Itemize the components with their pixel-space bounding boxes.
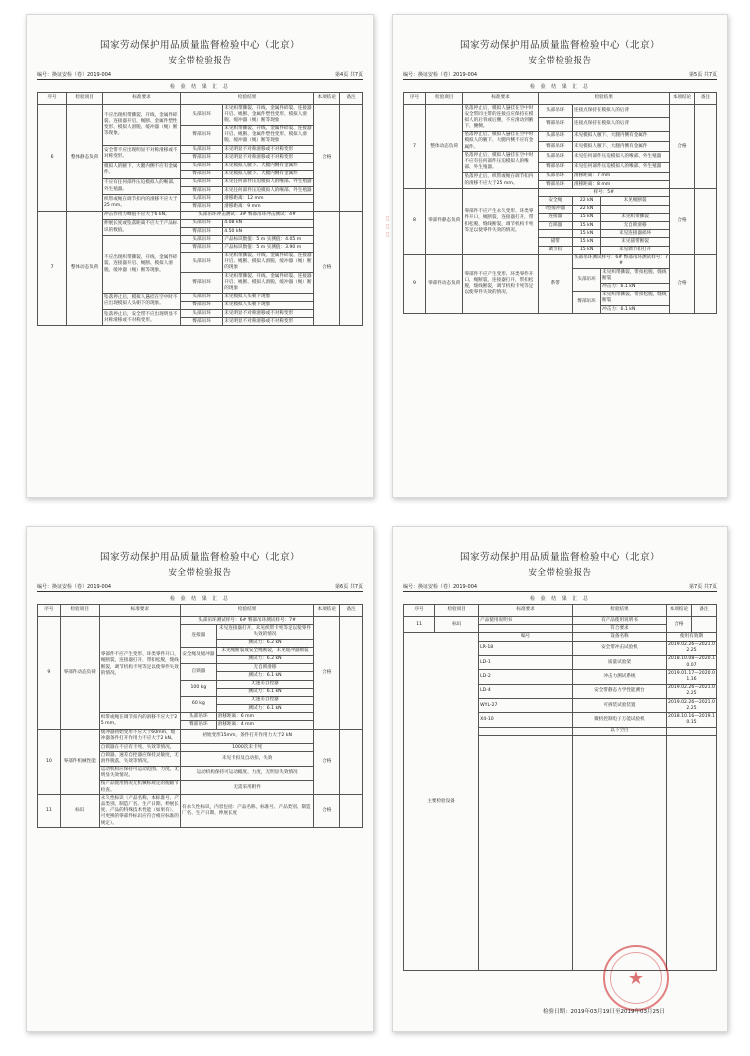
requirement: 产品使用说明书: [479, 617, 573, 625]
sample-position: 臀部吊环: [181, 318, 223, 326]
results-table: [37, 92, 363, 326]
result-detail: 未见任何部件压迫模拟人的喉部、外生殖器: [572, 162, 669, 172]
remark: [691, 617, 716, 633]
col-header: 备注: [340, 605, 363, 617]
requirement: 伸展长度或坠落距离不应大于产品标识的数值。: [103, 219, 181, 235]
result-detail: 滑移距离：7 mm: [572, 172, 669, 180]
page-number: 第4页 共7页: [335, 72, 363, 78]
result-detail: 产品标识数值：5 m 实测值：3.90 m: [223, 244, 314, 252]
test-force: 22 kN: [572, 197, 600, 205]
result-detail: 滑移距离：12 mm: [223, 195, 314, 203]
sample-position: 臀部吊环: [181, 301, 223, 309]
result-detail: 未见织带撕裂、带扣松脱、缝线断裂: [601, 269, 670, 283]
requirement: 坠落停止后，安全带不应出现明显不对称滑移或不对称变形。: [103, 310, 181, 326]
result-detail: 冲击力：6.1 kN: [601, 306, 670, 314]
result-detail: 滑移距离：4 mm: [216, 721, 314, 729]
result-detail: 符合要求: [573, 625, 667, 633]
result-detail: 运动机构保持可运动幅度、力度，无明显失效情况: [181, 766, 314, 780]
result-detail: 头部吊环冲击测试：3# 臀部吊环冲击测试：4#: [181, 211, 314, 219]
table-row: [38, 617, 363, 625]
requirement: 坠落停止后，模拟人悬挂在空中时不应有任何部件压迫模拟人的喉部、外生殖器。: [463, 152, 538, 173]
sample-position: 臀部吊环: [181, 721, 217, 729]
table-row: [404, 189, 717, 197]
result-detail: [601, 205, 670, 213]
col-header: 备注: [691, 605, 716, 617]
equipment-code: LD-4: [479, 684, 573, 698]
table-body: [404, 617, 717, 971]
report-number: 编号：换证安检（卷）2019-004: [37, 584, 112, 590]
result-detail: 4.50 kN: [223, 228, 314, 236]
result-detail: 未见织带撕裂、带扣松脱、缝线断裂: [601, 291, 670, 305]
result-detail: 未见绳断裂或安全绳断裂，未见缓冲器断裂: [216, 647, 314, 655]
table-body: [38, 617, 363, 828]
sample-position: 头部吊环: [538, 172, 572, 180]
meta-line: [403, 71, 717, 78]
result-detail: 未见明显不对称滑移或不对称变形: [223, 154, 314, 162]
component: 安全绳及缓冲器: [181, 647, 217, 663]
divider: [403, 591, 717, 592]
test-item: 整体动态负荷: [425, 105, 463, 189]
test-force: 15 kN: [572, 238, 600, 246]
sample-position: 臀部吊环: [181, 244, 223, 252]
report-title: 安全带检验报告: [528, 568, 592, 578]
result-detail: 无需采用附件: [181, 780, 314, 794]
col-header: 检验结果: [573, 605, 667, 617]
requirement: 坠落停止后，织带或绳在调节扣内的滑移不应大于25 mm。: [463, 172, 538, 188]
result-detail: 无自锁滑移: [601, 222, 670, 230]
result-detail: 未见绳断裂: [601, 197, 670, 205]
col-header: 序号: [38, 93, 67, 105]
requirement: 运动机构应保持可运动范围、力度。无明显失效情况。: [99, 766, 180, 780]
empty-note: 以下空白: [573, 727, 667, 735]
table-header-row: [404, 605, 717, 617]
test-item: 零部件机械性能: [60, 729, 99, 795]
row-number: 6: [38, 105, 67, 212]
test-item: 标识: [435, 617, 479, 633]
conclusion: 合格: [314, 617, 340, 730]
divider: [37, 591, 363, 592]
requirement: 永久性标识（产品名称、本标准号、产品类别、制造厂名、生产日期、伸展长度、产品的特殊技术性能（如果有）、可更换的零部件标识应符合相应标准的规定）。: [99, 795, 180, 828]
remark: [340, 211, 363, 326]
col-header: 检验结果: [181, 93, 314, 105]
table-row: [404, 617, 717, 625]
sample-position: 臀部吊环: [181, 170, 223, 178]
report-page-7: [392, 526, 728, 1032]
divider: [37, 79, 363, 80]
row-number: 9: [404, 254, 426, 314]
sample-position: 头部吊环: [572, 269, 600, 292]
sample-position: 头部吊环: [181, 105, 223, 126]
component: 自锁器: [181, 664, 217, 680]
test-item: 标识: [60, 795, 99, 828]
equip-col-header: 使用有效期: [666, 633, 716, 641]
sample-number: 样号：5#: [538, 189, 669, 197]
row-number: 10: [38, 729, 61, 795]
result-detail: 未见织带撕裂、开线、金属件碎裂、连接器开启、绳断、金属件塑性变形、模拟人滑脱、缓冲器（绳）断等现象: [223, 105, 314, 126]
sample-position: 臀部吊环: [181, 273, 223, 294]
col-header: 本项结论: [670, 93, 695, 105]
remark: [340, 729, 363, 795]
table-cell: [479, 736, 573, 971]
result-detail: 无速差自控器: [216, 696, 314, 704]
test-force: 15 kN: [572, 222, 600, 230]
result-detail: 未见锚带断裂: [601, 238, 670, 246]
seam-stamp-mark: ▯▯▯: [384, 215, 391, 239]
requirement: 织带或绳在调节扣内的滑移不应大于25 mm。: [103, 195, 181, 211]
table-cell: [666, 736, 716, 971]
col-header: 本项结论: [666, 605, 691, 617]
result-detail: 未见任何部件压迫模拟人的喉部、外生殖器: [572, 152, 669, 162]
row-number: 11: [404, 617, 435, 633]
col-header: 标准要求: [463, 93, 538, 105]
remark: [695, 254, 717, 314]
requirement: 自锁器、速差自控器应保持灵敏度，无滑件脱落，失效等情况。: [99, 752, 180, 766]
result-detail: 产品标识数值：5 m 实测值：4.05 m: [223, 236, 314, 244]
result-detail: 无自锁滑移: [216, 664, 314, 672]
row-number: 7: [38, 211, 67, 326]
equipment-code: X4-10: [479, 713, 573, 727]
row-number: 9: [38, 617, 61, 730]
sample-position: 头部吊环: [181, 236, 223, 244]
col-header: 检验项目: [425, 93, 463, 105]
col-header: 标准要求: [99, 605, 180, 617]
summary-title: 检 验 结 果 汇 总: [170, 596, 230, 602]
result-detail: 4.08 kN: [223, 219, 314, 227]
sample-number: 头部吊环测试样号：6# 臀部吊环测试样号：7#: [572, 254, 669, 268]
equipment-code: [479, 727, 573, 735]
meta-line: [37, 583, 363, 590]
equipment-validity: 2018.10.08—2020.10.07: [666, 655, 716, 669]
col-header: 标准要求: [479, 605, 573, 617]
col-header: 序号: [38, 605, 61, 617]
result-detail: 未见织带撕裂、开线、金属件碎裂、连接器开启、绳断、模拟人滑脱、缓冲器（绳）断的现象: [223, 252, 314, 273]
col-header: 本项结论: [314, 605, 340, 617]
component: 连接器: [538, 213, 572, 221]
requirement: 自锁器在不应有卡死、失效等情况。: [99, 744, 180, 752]
result-detail: 未见织带撕裂、开线、金属件碎裂、连接器开启、绳断、金属件塑性变形、模拟人滑脱、缓冲器（绳）断等现象: [223, 125, 314, 146]
sample-position: 头部吊环: [181, 195, 223, 203]
result-detail: 滑移距离：8 mm: [572, 181, 669, 189]
requirement: 零部件不应产生永久变形、环类零件开口，绳断裂，连接器打开，带扣松脱，缝线断裂，调节机构卡死等足以使零件失效的情况。: [463, 189, 538, 255]
col-header: 本项结论: [314, 93, 340, 105]
star-icon: ★: [627, 967, 645, 989]
center-title: 国家劳动保护用品质量监督检验中心（北京）: [459, 40, 660, 51]
equipment-code: LD-2: [479, 670, 573, 684]
result-detail: 测试力：6.1 kN: [216, 672, 314, 680]
equip-col-header: 编号: [479, 633, 573, 641]
result-detail: 连接点保持在模拟人的后背: [572, 118, 669, 131]
sample-position: 臀部吊环: [538, 142, 572, 152]
sign-date: 检验日期：2019年03月19日至2019年03月25日: [543, 1009, 665, 1015]
result-detail: 未见卡扣及自动扣，失效: [181, 752, 314, 766]
report-number: 编号：换证安检（卷）2019-004: [403, 72, 478, 78]
equipment-code: WYL-27: [479, 699, 573, 713]
table-header-row: [404, 93, 717, 105]
meta-line: [37, 71, 363, 78]
equipment-header-row: [404, 633, 717, 641]
result-detail: 未见模拟人腋下、大腿内侧有金属件: [572, 131, 669, 141]
requirement: 冲击作用力峰值不应大于6 kN。: [103, 211, 181, 219]
table-row: [404, 254, 717, 268]
sample-position: 头部吊环: [181, 219, 223, 227]
equipment-validity: 2019.02.26—2021.02.25: [666, 684, 716, 698]
result-detail: 测试力：6.2 kN: [216, 655, 314, 663]
report-number: 编号：换证安检（卷）2019-004: [403, 584, 478, 590]
result-detail: 未见明显不对称滑移或不对称变形: [223, 318, 314, 326]
col-header: 检验结果: [538, 93, 669, 105]
row-number: 8: [404, 189, 426, 255]
sample-position: 头部吊环: [181, 162, 223, 170]
sample-position: 头部吊环: [538, 152, 572, 162]
result-detail: 连接点保持在模拟人的后背: [572, 105, 669, 118]
report-page-4: [26, 14, 391, 498]
report-title: 安全带检验报告: [168, 56, 232, 66]
requirement: 零部件不应产生变形、环类零件开口，绳断裂，连接器打开，带扣松脱，缝线断裂，调节机构卡死等足以使零件失效的情况。: [463, 254, 538, 314]
col-header: 备注: [340, 93, 363, 105]
report-page-5: [392, 14, 728, 498]
sample-position: 头部吊环: [181, 146, 223, 154]
col-header: 检验项目: [67, 93, 103, 105]
remark: [340, 617, 363, 730]
result-detail: 未见模拟人头朝下现象: [223, 301, 314, 309]
result-detail: 未见明显不对称滑移或不对称变形: [223, 310, 314, 318]
table-body: [404, 105, 717, 314]
page-number: 第5页 共7页: [689, 72, 717, 78]
requirement: 安全带不应出现明显不对称滑移或不对称变形。: [103, 146, 181, 162]
page-number: 第6页 共7页: [335, 584, 363, 590]
sample-position: 头部吊环: [181, 252, 223, 273]
result-detail: 滑移距离：9 mm: [223, 203, 314, 211]
row-number: 7: [404, 105, 426, 189]
result-detail: 未见模拟人腋下、大腿内侧有金属件: [223, 170, 314, 178]
component: [538, 230, 572, 238]
remark: [695, 189, 717, 255]
equipment-name: 冲击力测试系统: [573, 670, 667, 684]
equipment-validity: 2019.02.26—2021.02.25: [666, 641, 716, 655]
result-detail: 测试力：6.1 kN: [216, 688, 314, 696]
requirement: 坠落停止后，模拟人悬挂在空中时安全带同主带的连接点应保持在模拟人的后背或后腰，不应滑动到腋下、腰侧。: [463, 105, 538, 132]
result-detail: 未见织带撕裂: [601, 213, 670, 221]
sample-position: 头部吊环: [181, 293, 223, 301]
sample-position: 头部吊环: [181, 178, 223, 186]
results-table: [403, 92, 717, 314]
equipment-validity: 2019.02.26—2021.02.25: [666, 699, 716, 713]
result-detail: 未见织带撕裂、开线、金属件碎裂、连接器开启、绳断、模拟人滑脱、缓冲器（绳）断的现象: [223, 273, 314, 294]
center-title: 国家劳动保护用品质量监督检验中心（北京）: [99, 552, 300, 563]
test-item: 零部件动态负荷: [425, 254, 463, 314]
requirement: 坠落停止后，模拟人悬挂在空中时不应出现模拟人头朝下的现象。: [103, 293, 181, 309]
result-detail: 1000次未卡死: [181, 744, 314, 752]
row-number: 11: [38, 795, 61, 828]
result-detail: 初始变形15mm，条件打开作用力大于2 kN: [181, 729, 314, 743]
center-title: 国家劳动保护用品质量监督检验中心（北京）: [459, 552, 660, 563]
component: I型缓冲器: [538, 205, 572, 213]
equipment-name: 微机控制电子万能试验机: [573, 713, 667, 727]
table-row: [38, 729, 363, 743]
equipment-label: 主要检验设备: [404, 633, 479, 971]
sample-position: 臀部吊环: [181, 187, 223, 195]
result-detail: 未见模拟人头朝下现象: [223, 293, 314, 301]
report-title: 安全带检验报告: [528, 56, 592, 66]
conclusion: 合格: [666, 617, 691, 633]
component: 自锁器: [538, 222, 572, 230]
sample-position: 臀部吊环: [538, 162, 572, 172]
test-item: 整体静态负荷: [67, 105, 103, 212]
table-header-row: [38, 93, 363, 105]
official-seal: [603, 945, 669, 1011]
summary-title: 检 验 结 果 汇 总: [530, 596, 590, 602]
remark: [340, 105, 363, 212]
sample-position: 臀部吊环: [572, 291, 600, 314]
table-row: [404, 105, 717, 118]
sample-position: 臀部吊环: [181, 228, 223, 236]
table-row: [38, 795, 363, 828]
requirement: [479, 625, 573, 633]
equipment-name: 质量试验架: [573, 655, 667, 669]
equipment-name: 可拆装试验装置: [573, 699, 667, 713]
result-detail: 滑移距离：6 mm: [216, 713, 314, 721]
result-detail: 未见明显不对称滑移或不对称变形: [223, 146, 314, 154]
report-number: 编号：换证安检（卷）2019-004: [37, 72, 112, 78]
equipment-code: LD-1: [479, 655, 573, 669]
result-detail: 有产品使用说明书: [573, 617, 667, 625]
component: 100 kg: [181, 680, 217, 696]
test-force: 15 kN: [572, 213, 600, 221]
summary-title: 检 验 结 果 汇 总: [170, 84, 230, 90]
result-detail: 未见任何部件压迫模拟人的喉部、外生殖器: [223, 187, 314, 195]
requirement: 不应出现织带撕裂、开线、金属件碎裂、连接器开启、绳断、金属件塑性变形、模拟人滑脱、缓冲器（绳）断等现象。: [103, 105, 181, 146]
requirement: 不应出现织带撕裂、开线、金属件碎裂、连接器开启、绳断、模拟人滑脱、缓冲器（绳）断等现象。: [103, 236, 181, 294]
test-force: 15 kN: [572, 246, 600, 254]
equipment-validity: 2019.01.17—2020.01.16: [666, 670, 716, 684]
sample-position: 头部吊环: [181, 713, 217, 721]
conclusion: 合格: [314, 729, 340, 795]
requirement: 零部件不应产生变形、环类零件开口，绳断裂，连接器打开，带扣松脱，缝线断裂，调节机构卡死等足以使零件失效的情况。: [99, 617, 180, 713]
requirement: 按产品使用情况无机械标规定的脱轴节检查。: [99, 780, 180, 794]
result-detail: 有永久性标识，内容包括：产品名称、标准号、产品类别、制造厂名、生产日期、伸展长度: [181, 795, 314, 828]
component: 锚带: [538, 238, 572, 246]
test-force: 22 kN: [572, 205, 600, 213]
equipment-name: 安全带冲击试验机: [573, 641, 667, 655]
equipment-code: LR-18: [479, 641, 573, 655]
result-detail: 未见任何部件压迫模拟人的喉部、外生殖器: [223, 178, 314, 186]
col-header: 检验项目: [435, 605, 479, 617]
divider: [403, 79, 717, 80]
sample-position: 臀部吊环: [181, 154, 223, 162]
conclusion: 合格: [670, 254, 695, 314]
table-row: [38, 211, 363, 219]
equipment-name: 安全带静态力学性能测台: [573, 684, 667, 698]
result-detail: 无速差自控器: [216, 680, 314, 688]
result-detail: 冲击力：6.1 kN: [601, 283, 670, 291]
summary-title: 检 验 结 果 汇 总: [530, 84, 590, 90]
col-header: 序号: [404, 605, 435, 617]
sample-number: 头部吊环测试样号：6# 臀部吊环测试样号：7#: [181, 617, 314, 625]
conclusion: 合格: [314, 795, 340, 828]
sample-position: 头部吊环: [181, 310, 223, 318]
result-detail: 未见模拟人腋下、大腿内侧有金属件: [572, 142, 669, 152]
result-detail: 未见调节扣打开: [601, 246, 670, 254]
test-item: 整体动态负荷: [67, 211, 103, 326]
col-header: 检验结果: [181, 605, 314, 617]
sample-position: 臀部吊环: [538, 118, 572, 131]
col-header: 序号: [404, 93, 426, 105]
requirement: 不应有任何部件压迫模拟人的喉部、外生殖器。: [103, 178, 181, 194]
table-row: [38, 105, 363, 126]
result-detail: 测试力：6.2 kN: [216, 639, 314, 647]
equipment-validity: [666, 727, 716, 735]
col-header: 标准要求: [103, 93, 181, 105]
conclusion: 合格: [670, 105, 695, 189]
table-cell: [573, 736, 667, 971]
page-number: 第7页 共7页: [689, 584, 717, 590]
sample-position: 头部吊环: [538, 105, 572, 118]
report-title: 安全带检验报告: [168, 568, 232, 578]
test-item: 零部件静态负荷: [425, 189, 463, 255]
conclusion: 合格: [314, 105, 340, 212]
component: 调节扣: [538, 246, 572, 254]
requirement: 模拟人的腋下、大腿内侧不应有金属件。: [103, 162, 181, 178]
meta-line: [403, 583, 717, 590]
remark: [340, 795, 363, 828]
requirement: 缓冲器初始变形不应大于60mm，缓冲器条件打开作用力不应大于2 kN。: [99, 729, 180, 743]
sample-position: 头部吊环: [538, 131, 572, 141]
requirement: 坠落停止后，模拟人悬挂在空中时模拟人的腋下、大腿内侧不应有金属件。: [463, 131, 538, 152]
component: 安全绳: [538, 197, 572, 205]
table-header-row: [38, 605, 363, 617]
component: 60 kg: [181, 696, 217, 712]
sample-position: 臀部吊环: [181, 203, 223, 211]
result-detail: 未见连接器打开，未见织带卡死等足以使零件失效的情况: [216, 625, 314, 639]
remark: [695, 105, 717, 189]
sample-position: 臀部吊环: [181, 125, 223, 146]
result-detail: 未见连接器损坏: [601, 230, 670, 238]
col-header: 检验项目: [60, 605, 99, 617]
component: 连接器: [181, 625, 217, 648]
conclusion: 合格: [314, 211, 340, 326]
equipment-validity: 2018.10.16—2019.10.15: [666, 713, 716, 727]
test-force: 15 kN: [572, 230, 600, 238]
col-header: 备注: [695, 93, 717, 105]
component-group: 系带: [538, 254, 572, 314]
sample-position: 臀部吊环: [538, 181, 572, 189]
report-page-6: [26, 526, 374, 1032]
requirement: 织带或绳在调节扣内的滑移不应大于25 mm。: [99, 713, 180, 729]
results-table: [403, 604, 717, 971]
table-body: [38, 105, 363, 326]
center-title: 国家劳动保护用品质量监督检验中心（北京）: [99, 40, 300, 51]
results-table: [37, 604, 363, 828]
result-detail: 未见模拟人腋下、大腿内侧有金属件: [223, 162, 314, 170]
equip-col-header: 设备名称: [573, 633, 667, 641]
test-item: 零部件动态负荷: [60, 617, 99, 730]
conclusion: 合格: [670, 189, 695, 255]
result-detail: 测试力：6.1 kN: [216, 705, 314, 713]
